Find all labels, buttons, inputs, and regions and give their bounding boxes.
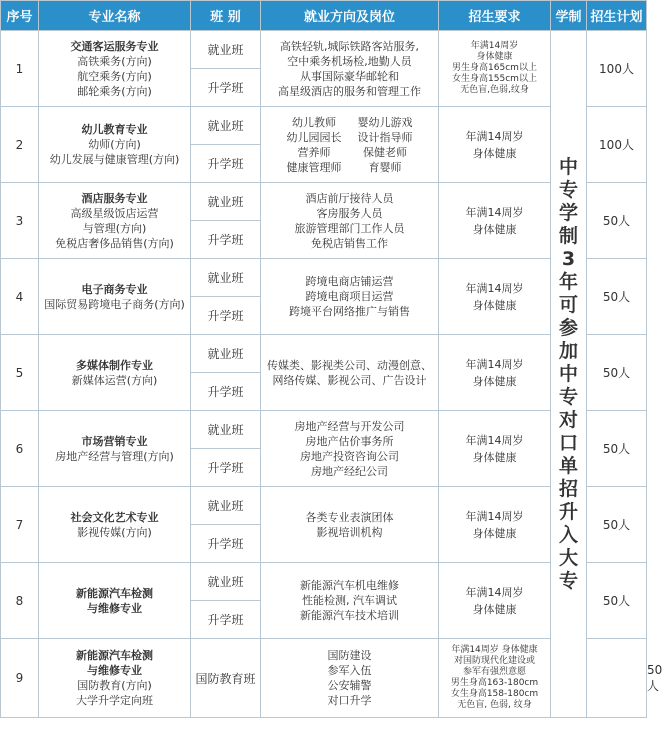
direction-line: 新能源汽车机电维修 — [300, 579, 399, 592]
class-cell: 升学班 — [191, 297, 261, 335]
table-row — [1, 107, 647, 145]
header-seq: 序号 — [1, 1, 39, 31]
requirement-line: 年满14周岁 — [465, 129, 524, 143]
requirement-line: 年满14周岁 — [465, 585, 524, 599]
direction-cell — [261, 335, 439, 411]
direction-item: 设计指导师 — [357, 130, 413, 144]
requirement-line: 身体健康 — [472, 298, 517, 312]
table-row — [1, 563, 647, 601]
requirement-line: 年满14周岁 身体健康 — [451, 645, 538, 655]
direction-line: 高星级酒店的服务和管理工作 — [278, 84, 421, 98]
seq-cell: 7 — [1, 487, 39, 563]
requirement-line: 身体健康 — [472, 602, 517, 616]
direction-line: 空中乘务机场检,地勤人员 — [287, 54, 412, 68]
class-cell: 就业班 — [191, 487, 261, 525]
table-row — [1, 183, 647, 221]
major-sub: 大学升学定向班 — [76, 694, 153, 707]
requirement-cell — [439, 259, 551, 335]
class-cell: 国防教育班 — [191, 639, 261, 718]
xuezhi-cell-empty — [587, 639, 647, 718]
major-sub: 高铁乘务(方向) — [77, 54, 152, 68]
requirement-cell — [439, 107, 551, 183]
requirement-line: 无色盲, 色弱, 纹身 — [457, 700, 532, 710]
major-title: 市场营销专业 — [81, 434, 148, 448]
requirement-cell — [439, 335, 551, 411]
direction-item: 健康管理师 — [286, 160, 342, 174]
class-cell: 升学班 — [191, 145, 261, 183]
requirement-cell — [439, 31, 551, 107]
direction-line: 参军入伍 — [327, 664, 372, 677]
plan-cell: 50人 — [587, 259, 647, 335]
class-cell: 就业班 — [191, 183, 261, 221]
direction-line: 房地产经纪公司 — [311, 464, 388, 478]
major-cell — [39, 487, 191, 563]
seq-cell: 1 — [1, 31, 39, 107]
requirement-line: 身体健康 — [476, 52, 513, 62]
table-row — [1, 335, 647, 373]
direction-line: 跨境电商店铺运营 — [305, 275, 394, 288]
major-cell — [39, 411, 191, 487]
requirement-line: 年满14周岁 — [465, 281, 524, 295]
direction-line: 跨境平台网络推广与销售 — [289, 305, 410, 318]
seq-cell: 8 — [1, 563, 39, 639]
xuezhi-text: 中专学制3年 可参加中专对口单招 升入大专 — [558, 155, 578, 592]
direction-line: 网络传媒、影视公司、广告设计 — [272, 373, 427, 387]
direction-line: 公安辅警 — [327, 679, 372, 692]
table-row: 9 新能源汽车检测 与维修专业 国防教育(方向) 大学升学定向班 国防教育班 国防建设 参军入伍 公安辅警 对口升学 年满14周岁 身体健康 对国防现代化建设或 参军有强烈意愿 男生身高163-180cm 女生身高158-180cm 无色盲, 色弱, 纹身 50人 — [1, 639, 647, 718]
major-title: 酒店服务专业 — [81, 191, 148, 205]
seq-cell: 6 — [1, 411, 39, 487]
direction-line: 房地产投资咨询公司 — [300, 449, 399, 463]
plan-cell: 50人 — [587, 487, 647, 563]
direction-line: 对口升学 — [327, 694, 372, 707]
direction-line: 高铁轻轨,城际铁路客站服务, — [280, 39, 419, 53]
requirement-line: 无色盲,色弱,纹身 — [460, 85, 529, 95]
requirement-cell — [439, 411, 551, 487]
major-sub: 影视传媒(方向) — [77, 525, 152, 539]
direction-item: 保健老师 — [363, 145, 407, 159]
class-cell: 升学班 — [191, 601, 261, 639]
requirement-line: 年满14周岁 — [470, 41, 519, 51]
plan-cell: 50人 — [587, 563, 647, 639]
direction-line: 房地产经营与开发公司 — [294, 419, 405, 433]
header-requirement: 招生要求 — [439, 1, 551, 31]
xuezhi-cell — [551, 31, 587, 718]
requirement-cell — [439, 563, 551, 639]
requirement-line: 男生身高165cm以上 — [452, 63, 537, 73]
class-cell: 升学班 — [191, 69, 261, 107]
direction-item: 婴幼儿游戏 — [357, 115, 413, 129]
requirement-line: 女生身高158-180cm — [450, 689, 539, 699]
seq-cell: 2 — [1, 107, 39, 183]
major-sub: 房地产经营与管理(方向) — [55, 449, 174, 463]
header-class: 班 别 — [191, 1, 261, 31]
direction-cell — [261, 31, 439, 107]
header-xuezhi: 学制 — [551, 1, 587, 31]
requirement-cell — [439, 487, 551, 563]
plan-cell: 100人 — [587, 107, 647, 183]
class-cell: 就业班 — [191, 31, 261, 69]
seq-cell: 9 — [1, 639, 39, 718]
major-title: 交通客运服务专业 — [70, 39, 159, 53]
header-major: 专业名称 — [39, 1, 191, 31]
plan-cell: 50人 — [587, 411, 647, 487]
major-sub: 免税店奢侈品销售(方向) — [55, 236, 174, 250]
class-cell: 就业班 — [191, 335, 261, 373]
requirement-line: 年满14周岁 — [465, 433, 524, 447]
class-cell: 就业班 — [191, 411, 261, 449]
major-title: 新能源汽车检测 — [76, 649, 153, 662]
direction-cell — [261, 411, 439, 487]
table-row — [1, 411, 647, 449]
requirement-line: 男生身高163-180cm — [450, 678, 539, 688]
seq-cell: 3 — [1, 183, 39, 259]
major-cell — [39, 563, 191, 639]
direction-item: 营养师 — [297, 145, 331, 159]
class-cell: 就业班 — [191, 107, 261, 145]
direction-line: 新能源汽车技术培训 — [300, 609, 399, 622]
direction-item: 幼儿教师 — [292, 115, 336, 129]
table-row — [1, 259, 647, 297]
table-row — [1, 31, 647, 69]
requirement-line: 身体健康 — [472, 450, 517, 464]
class-cell: 升学班 — [191, 373, 261, 411]
direction-line: 国防建设 — [327, 649, 372, 662]
direction-line: 免税店销售工作 — [311, 236, 388, 250]
seq-cell: 5 — [1, 335, 39, 411]
direction-line: 跨境电商项目运营 — [305, 290, 394, 303]
major-sub: 与管理(方向) — [82, 221, 147, 235]
header-direction: 就业方向及岗位 — [261, 1, 439, 31]
major-sub: 国际贸易跨境电子商务(方向) — [44, 297, 185, 311]
class-cell: 就业班 — [191, 563, 261, 601]
requirement-line: 身体健康 — [472, 526, 517, 540]
direction-item: 育婴师 — [368, 160, 402, 174]
direction-cell — [261, 639, 439, 718]
direction-line: 旅游管理部门工作人员 — [294, 221, 405, 235]
direction-line: 酒店前厅接待人员 — [305, 191, 394, 205]
major-sub: 新媒体运营(方向) — [71, 373, 158, 387]
major-cell — [39, 107, 191, 183]
requirement-line: 身体健康 — [472, 222, 517, 236]
major-title: 多媒体制作专业 — [76, 358, 153, 372]
requirement-cell — [439, 183, 551, 259]
direction-cell — [261, 487, 439, 563]
plan-cell: 50人 — [587, 183, 647, 259]
requirement-line: 身体健康 — [472, 146, 517, 160]
requirement-line: 年满14周岁 — [465, 509, 524, 523]
requirement-line: 年满14周岁 — [465, 205, 524, 219]
major-title: 与维修专业 — [87, 664, 142, 677]
seq-cell: 4 — [1, 259, 39, 335]
table-row — [1, 487, 647, 525]
major-sub: 国防教育(方向) — [77, 679, 152, 692]
major-sub: 幼儿发展与健康管理(方向) — [49, 153, 180, 166]
direction-line: 各类专业表演团体 — [305, 510, 394, 524]
requirement-line: 参军有强烈意愿 — [462, 667, 526, 677]
direction-item: 幼儿园园长 — [286, 130, 342, 144]
major-cell — [39, 183, 191, 259]
major-cell — [39, 639, 191, 718]
class-cell: 升学班 — [191, 525, 261, 563]
direction-line: 传媒类、影视类公司、动漫创意、 — [267, 358, 432, 372]
major-sub: 航空乘务(方向) — [77, 69, 152, 83]
requirement-cell — [439, 639, 551, 718]
requirement-line: 对国防现代化建设或 — [453, 656, 535, 666]
major-title: 电子商务专业 — [81, 282, 148, 296]
direction-cell — [261, 107, 439, 183]
direction-cell — [261, 183, 439, 259]
direction-line: 房地产估价事务所 — [305, 434, 394, 448]
plan-cell: 50人 — [587, 335, 647, 411]
header-row — [1, 1, 647, 31]
direction-line: 从事国际豪华邮轮和 — [300, 69, 399, 83]
direction-cell — [261, 259, 439, 335]
major-title: 幼儿教育专业 — [81, 123, 148, 136]
class-cell: 升学班 — [191, 221, 261, 259]
major-title: 新能源汽车检测 — [76, 586, 153, 600]
header-plan: 招生计划 — [587, 1, 647, 31]
major-cell — [39, 259, 191, 335]
requirement-line: 身体健康 — [472, 374, 517, 388]
requirement-line: 女生身高155cm以上 — [452, 74, 537, 84]
major-cell — [39, 335, 191, 411]
class-cell: 升学班 — [191, 449, 261, 487]
direction-line: 影视培训机构 — [316, 525, 383, 539]
major-sub: 幼师(方向) — [88, 138, 141, 151]
major-sub: 邮轮乘务(方向) — [77, 84, 152, 98]
plan-cell: 100人 — [587, 31, 647, 107]
direction-cell — [261, 563, 439, 639]
major-sub: 高级星级饭店运营 — [70, 206, 159, 220]
class-cell: 就业班 — [191, 259, 261, 297]
major-title: 社会文化艺术专业 — [70, 510, 159, 524]
major-title: 与维修专业 — [87, 601, 142, 615]
direction-line: 性能检测, 汽车调试 — [302, 594, 397, 607]
requirement-line: 年满14周岁 — [465, 357, 524, 371]
direction-line: 客房服务人员 — [316, 206, 383, 220]
major-cell — [39, 31, 191, 107]
